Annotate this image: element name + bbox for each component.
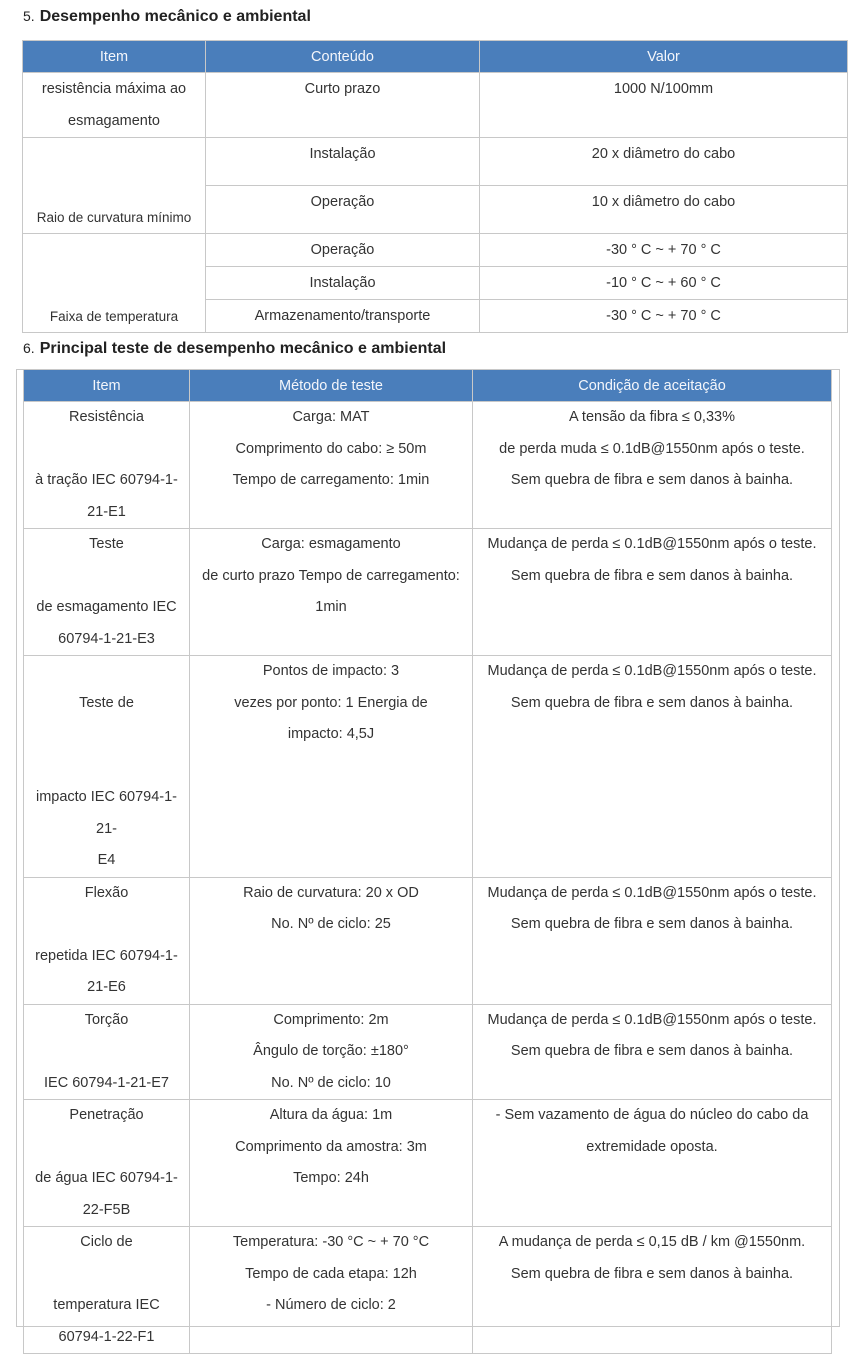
value-cell: 20 x diâmetro do cabo xyxy=(480,138,848,186)
table-row xyxy=(23,234,848,267)
method-line: - Número de ciclo: 2 xyxy=(266,1297,396,1313)
method-line: Ângulo de torção: ±180° xyxy=(253,1043,409,1059)
condition-cell xyxy=(473,402,832,529)
test-performance-table xyxy=(23,369,832,1354)
condition-line: - Sem vazamento de água do núcleo do cabo da xyxy=(495,1107,809,1123)
method-cell xyxy=(190,1227,473,1354)
item-cell: Faixa de temperatura xyxy=(23,234,206,333)
method-cell xyxy=(190,1100,473,1227)
item-cell xyxy=(24,1227,190,1354)
table-row xyxy=(23,73,848,138)
method-line: Carga: MAT xyxy=(292,409,370,425)
condition-cell xyxy=(473,656,832,878)
table-row xyxy=(24,1004,832,1100)
method-line: Carga: esmagamento xyxy=(261,536,401,552)
value-cell: 10 x diâmetro do cabo xyxy=(480,186,848,234)
column-header-item: Item xyxy=(24,370,190,402)
method-line: Pontos de impacto: 3 xyxy=(262,663,400,679)
condition-line: A mudança de perda ≤ 0,15 dB / km @1550nm. xyxy=(498,1234,806,1250)
item-line: 21-E6 xyxy=(87,979,126,995)
condition-cell xyxy=(473,877,832,1004)
condition-line: A tensão da fibra ≤ 0,33% xyxy=(569,409,735,425)
method-line: Comprimento: 2m xyxy=(273,1011,389,1028)
condition-line: Sem quebra de fibra e sem danos à bainha. xyxy=(510,694,794,711)
method-line: Temperatura: -30 °C ~ + 70 °C xyxy=(232,1234,430,1250)
method-line: impacto: 4,5J xyxy=(287,726,375,742)
column-header-content: Conteúdo xyxy=(206,41,480,73)
method-cell xyxy=(190,529,473,656)
table-header-row xyxy=(24,370,832,402)
item-cell xyxy=(24,1100,190,1227)
content-cell: Instalação xyxy=(206,138,480,186)
method-line: Comprimento do cabo: ≥ 50m xyxy=(235,440,427,457)
condition-line: Sem quebra de fibra e sem danos à bainha. xyxy=(510,1265,794,1282)
section-title: Desempenho mecânico e ambiental xyxy=(39,8,311,25)
table-row xyxy=(24,877,832,1004)
method-line: Comprimento da amostra: 3m xyxy=(235,1138,427,1155)
item-line: à tração IEC 60794-1- xyxy=(35,472,178,488)
section-number: 5. xyxy=(23,8,35,24)
table-row xyxy=(24,529,832,656)
item-line: 22-F5B xyxy=(82,1201,131,1218)
column-header-value: Valor xyxy=(480,41,848,73)
value-cell: 1000 N/100mm xyxy=(480,73,848,138)
item-cell xyxy=(24,402,190,529)
column-header-item: Item xyxy=(23,41,206,73)
item-line: 60794-1-22-F1 xyxy=(58,1328,155,1345)
method-line: Altura da água: 1m xyxy=(269,1107,393,1123)
item-line: de esmagamento IEC xyxy=(36,599,177,615)
condition-cell xyxy=(473,529,832,656)
section-6-heading xyxy=(23,340,446,358)
condition-cell xyxy=(473,1004,832,1100)
method-cell xyxy=(190,656,473,878)
column-header-condition: Condição de aceitação xyxy=(473,370,832,402)
condition-line: Sem quebra de fibra e sem danos à bainha. xyxy=(510,472,794,488)
item-line: temperatura IEC xyxy=(53,1297,160,1313)
condition-line: Mudança de perda ≤ 0.1dB@1550nm após o teste. xyxy=(487,884,817,901)
mechanical-environmental-table xyxy=(22,40,848,333)
table-header-row xyxy=(23,41,848,73)
value-cell: -30 ° C ~ + 70 ° C xyxy=(480,300,848,333)
table-row xyxy=(24,1100,832,1227)
item-cell xyxy=(24,656,190,878)
item-cell xyxy=(24,877,190,1004)
method-line: vezes por ponto: 1 Energia de xyxy=(234,694,428,711)
condition-cell xyxy=(473,1100,832,1227)
spacer xyxy=(26,656,187,688)
section-5-heading xyxy=(23,8,311,26)
item-line: IEC 60794-1-21-E7 xyxy=(44,1074,169,1091)
content-cell: Operação xyxy=(206,186,480,234)
condition-line: extremidade oposta. xyxy=(586,1138,718,1155)
condition-line: Sem quebra de fibra e sem danos à bainha. xyxy=(510,916,794,932)
item-cell xyxy=(23,73,206,138)
content-cell: Instalação xyxy=(206,267,480,300)
spacer xyxy=(26,561,187,593)
condition-line: Mudança de perda ≤ 0.1dB@1550nm após o teste. xyxy=(487,663,817,679)
condition-line: Sem quebra de fibra e sem danos à bainha. xyxy=(510,1043,794,1059)
method-cell xyxy=(190,877,473,1004)
item-line: Torção xyxy=(84,1011,129,1028)
method-line: Raio de curvatura: 20 x OD xyxy=(243,884,419,901)
condition-line: de perda muda ≤ 0.1dB@1550nm após o teste. xyxy=(499,440,805,457)
spacer xyxy=(26,719,187,751)
table-row xyxy=(24,1227,832,1354)
method-line: de curto prazo Tempo de carregamento: xyxy=(202,567,460,584)
content-cell: Operação xyxy=(206,234,480,267)
spacer xyxy=(26,1259,187,1291)
spacer xyxy=(26,1036,187,1068)
method-line: Tempo de cada etapa: 12h xyxy=(245,1265,417,1282)
spacer xyxy=(26,751,187,783)
table-row xyxy=(23,138,848,186)
item-line: Resistência xyxy=(69,409,144,425)
item-line: Penetração xyxy=(69,1107,144,1123)
item-line: resistência máxima ao xyxy=(41,81,187,97)
item-line: Flexão xyxy=(84,884,129,901)
value-cell: -30 ° C ~ + 70 ° C xyxy=(480,234,848,267)
item-line: 60794-1-21-E3 xyxy=(58,630,155,647)
section-number: 6. xyxy=(23,340,35,356)
method-line: No. Nº de ciclo: 25 xyxy=(271,916,391,932)
spacer xyxy=(26,1132,187,1164)
item-line: Teste de xyxy=(79,694,134,711)
value-cell: -10 ° C ~ + 60 ° C xyxy=(480,267,848,300)
item-line: Ciclo de xyxy=(80,1234,133,1250)
content-cell: Armazenamento/transporte xyxy=(206,300,480,333)
table-row xyxy=(24,402,832,529)
condition-line: Mudança de perda ≤ 0.1dB@1550nm após o teste. xyxy=(487,1011,817,1028)
item-line: de água IEC 60794-1- xyxy=(35,1170,178,1186)
method-line: Tempo: 24h xyxy=(293,1170,369,1186)
method-line: No. Nº de ciclo: 10 xyxy=(271,1074,391,1091)
item-cell xyxy=(24,529,190,656)
method-line: 1min xyxy=(315,599,347,615)
spacer xyxy=(26,434,187,466)
item-line: E4 xyxy=(97,852,116,868)
item-cell xyxy=(24,1004,190,1100)
column-header-method: Método de teste xyxy=(190,370,473,402)
section-title: Principal teste de desempenho mecânico e ambiental xyxy=(39,340,447,357)
item-line: impacto IEC 60794-1-21- xyxy=(35,789,178,837)
item-line: esmagamento xyxy=(68,113,160,129)
condition-line: Sem quebra de fibra e sem danos à bainha. xyxy=(510,567,794,584)
method-line: Tempo de carregamento: 1min xyxy=(232,472,430,488)
item-line: repetida IEC 60794-1- xyxy=(35,947,178,964)
method-cell xyxy=(190,402,473,529)
table-row xyxy=(24,656,832,878)
item-line: Teste xyxy=(89,536,124,552)
content-cell: Curto prazo xyxy=(206,73,480,138)
spacer xyxy=(26,909,187,941)
method-cell xyxy=(190,1004,473,1100)
condition-cell xyxy=(473,1227,832,1354)
item-line: 21-E1 xyxy=(87,503,126,520)
condition-line: Mudança de perda ≤ 0.1dB@1550nm após o teste. xyxy=(487,536,817,552)
item-cell: Raio de curvatura mínimo xyxy=(23,138,206,234)
